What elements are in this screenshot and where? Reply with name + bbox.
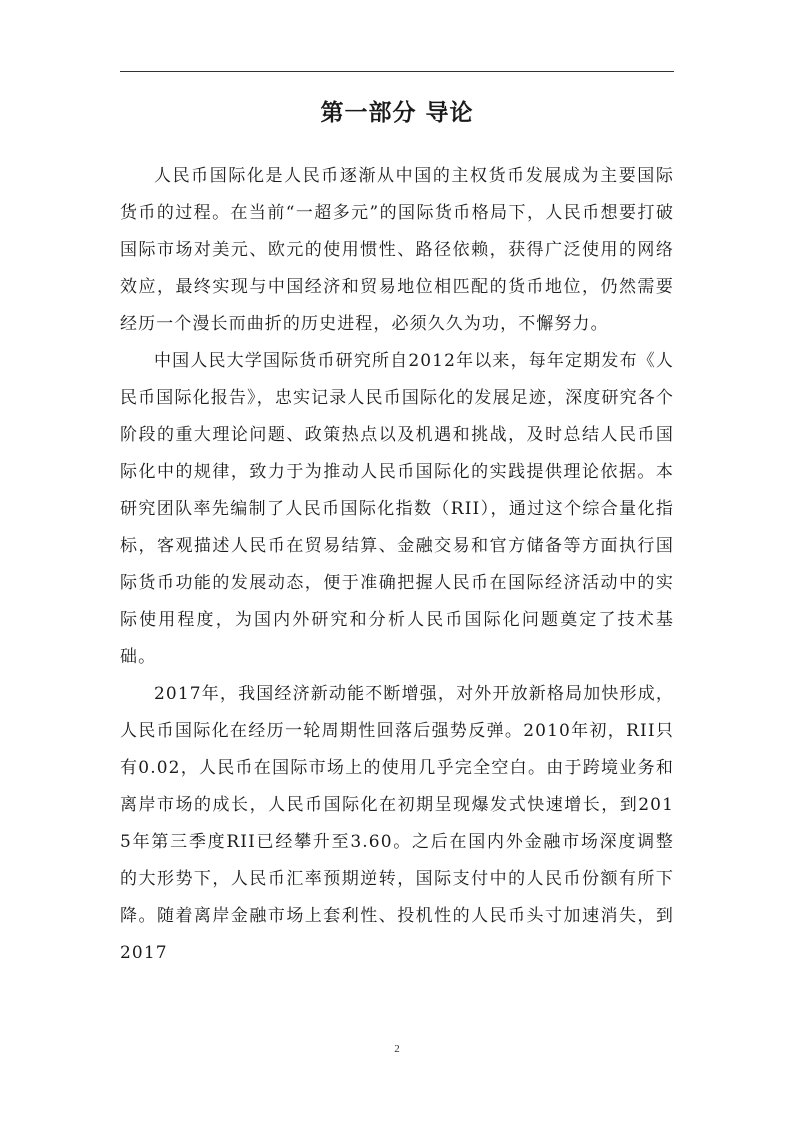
header-rule bbox=[120, 71, 674, 72]
paragraph-1: 人民币国际化是人民币逐渐从中国的主权货币发展成为主要国际货币的过程。在当前“一超多元”的国际货币格局下，人民币想要打破国际市场对美元、欧元的使用惯性、路径依赖，获得广泛使用的网络效应，最终实现与中国经济和贸易地位相匹配的货币地位，仍然需要经历一个漫长而曲折的历史进程，必须久久为功，不懈努力。 bbox=[120, 166, 674, 334]
chapter-title: 第一部分 导论 bbox=[320, 100, 474, 126]
page-number: 2 bbox=[394, 1043, 400, 1055]
paragraph-3: 2017年，我国经济新动能不断增强，对外开放新格局加快形成，人民币国际化在经历一轮周期性回落后强势反弹。2010年初，RII只有0.02，人民币在国际市场上的使用几乎完全空白。由于跨境业务和离岸市场的成长，人民币国际化在初期呈现爆发式快速增长，到2015年第三季度RII已经攀升至3.60。之后在国内外金融市场深度调整的大形势下，人民币汇率预期逆转，国际支付中的人民币份额有所下降。随着离岸金融市场上套利性、投机性的人民币头寸加速消失，到2017 bbox=[120, 684, 674, 963]
paragraph-2: 中国人民大学国际货币研究所自2012年以来，每年定期发布《人民币国际化报告》，忠实记录人民币国际化的发展足迹，深度研究各个阶段的重大理论问题、政策热点以及机遇和挑战，及时总结人民币国际化中的规律，致力于为推动人民币国际化的实践提供理论依据。本研究团队率先编制了人民币国际化指数（RII），通过这个综合量化指标，客观描述人民币在贸易结算、金融交易和官方储备等方面执行国际货币功能的发展动态，便于准确把握人民币在国际经济活动中的实际使用程度，为国内外研究和分析人民币国际化问题奠定了技术基础。 bbox=[120, 351, 674, 667]
body-text bbox=[120, 158, 674, 972]
